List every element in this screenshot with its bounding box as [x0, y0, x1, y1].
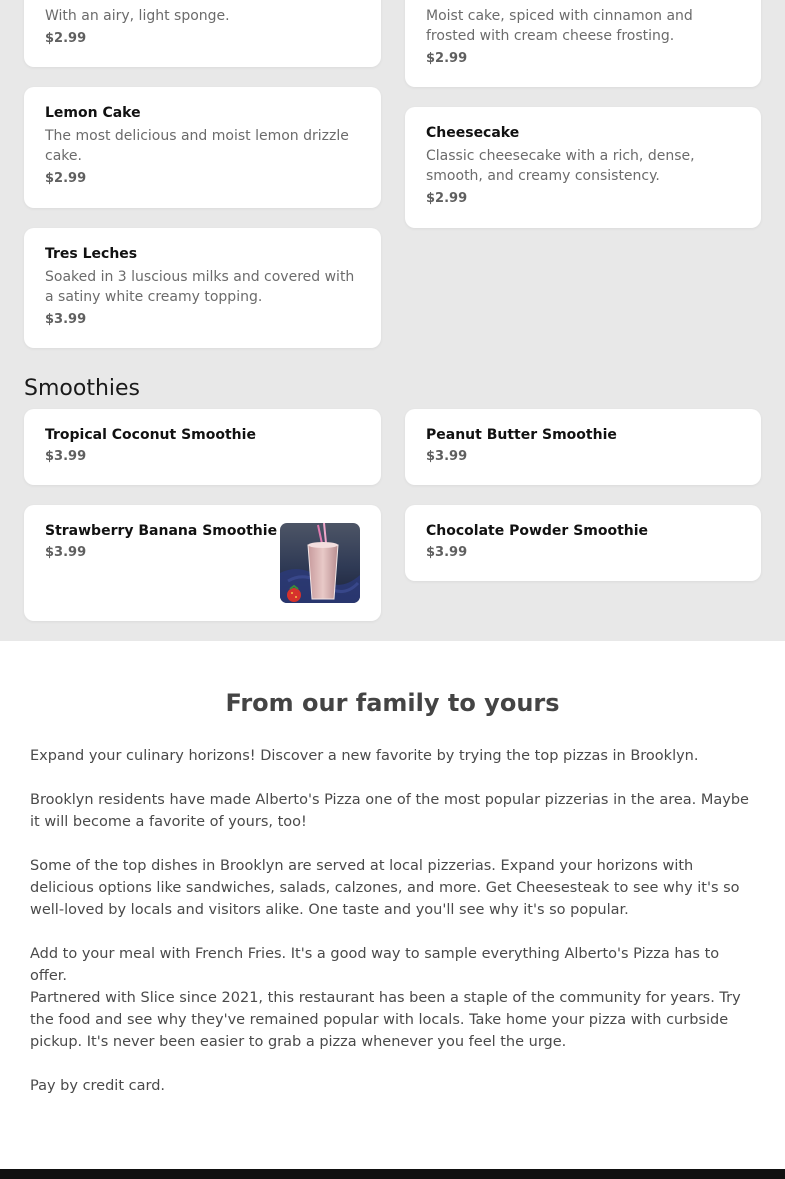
about-paragraph: Partnered with Slice since 2021, this restaurant has been a staple of the community for years. Try the food and see why they've remained popular with locals. Take home your pizza with curbside pickup. It's never been easier to grab a pizza whenever you feel the urge. — [30, 990, 741, 1050]
menu-item-price: $2.99 — [426, 51, 468, 66]
menu-item-description: The most delicious and moist lemon drizzle cake. — [45, 128, 349, 164]
menu-item-price: $2.99 — [45, 31, 87, 46]
menu-item-name: Tres Leches — [45, 246, 138, 262]
menu-item-description: Classic cheesecake with a rich, dense, smooth, and creamy consistency. — [426, 148, 695, 184]
menu-item-card[interactable] — [24, 409, 381, 485]
about-paragraph: Add to your meal with French Fries. It's a good way to sample everything Alberto's Pizza has to offer. — [30, 946, 720, 984]
menu-item-card[interactable] — [405, 0, 761, 87]
menu-item-price: $2.99 — [45, 171, 87, 186]
smoothie-photo — [280, 523, 360, 603]
about-paragraph: Some of the top dishes in Brooklyn are served at local pizzerias. Expand your horizons with delicious options like sandwiches, salads, calzones, and more. Get Cheesesteak to see why it's so well-loved by locals and visitors alike. One taste and you'll see why it's so popular. — [30, 858, 740, 918]
menu-item-description: Moist cake, spiced with cinnamon and frosted with cream cheese frosting. — [426, 8, 693, 44]
menu-item-name: Peanut Butter Smoothie — [426, 427, 617, 443]
menu-item-price: $3.99 — [426, 449, 468, 464]
menu-item-price: $3.99 — [45, 545, 87, 560]
about-section — [0, 641, 785, 1169]
menu-item-name: Chocolate Powder Smoothie — [426, 523, 649, 539]
menu-item-description: With an airy, light sponge. — [45, 8, 230, 24]
about-paragraph: Pay by credit card. — [30, 1078, 166, 1094]
about-title: From our family to yours — [225, 689, 560, 717]
menu-item-card[interactable] — [405, 409, 761, 485]
menu-item-card[interactable] — [405, 107, 761, 228]
footer-bar — [0, 1169, 785, 1179]
menu-item-name: Tropical Coconut Smoothie — [45, 427, 256, 443]
menu-item-price: $3.99 — [45, 449, 87, 464]
menu-item-card[interactable] — [24, 87, 381, 208]
section-title-smoothies: Smoothies — [24, 376, 140, 401]
about-paragraph: Expand your culinary horizons! Discover a new favorite by trying the top pizzas in Brooklyn. — [30, 748, 699, 764]
menu-item-price: $2.99 — [426, 191, 468, 206]
menu-item-name: Strawberry Banana Smoothie — [45, 523, 278, 539]
menu-item-name: Cheesecake — [426, 125, 520, 141]
menu-item-price: $3.99 — [45, 312, 87, 327]
menu-item-price: $3.99 — [426, 545, 468, 560]
about-paragraph: Brooklyn residents have made Alberto's Pizza one of the most popular pizzerias in the area. Maybe it will become a favorite of yours, too! — [30, 792, 749, 830]
menu-item-name: Lemon Cake — [45, 105, 141, 121]
menu-item-card[interactable] — [405, 505, 761, 581]
menu-item-description: Soaked in 3 luscious milks and covered with a satiny white creamy topping. — [45, 269, 355, 305]
menu-item-card[interactable] — [24, 0, 381, 67]
menu-item-card[interactable] — [24, 505, 381, 621]
menu-item-card[interactable] — [24, 228, 381, 348]
